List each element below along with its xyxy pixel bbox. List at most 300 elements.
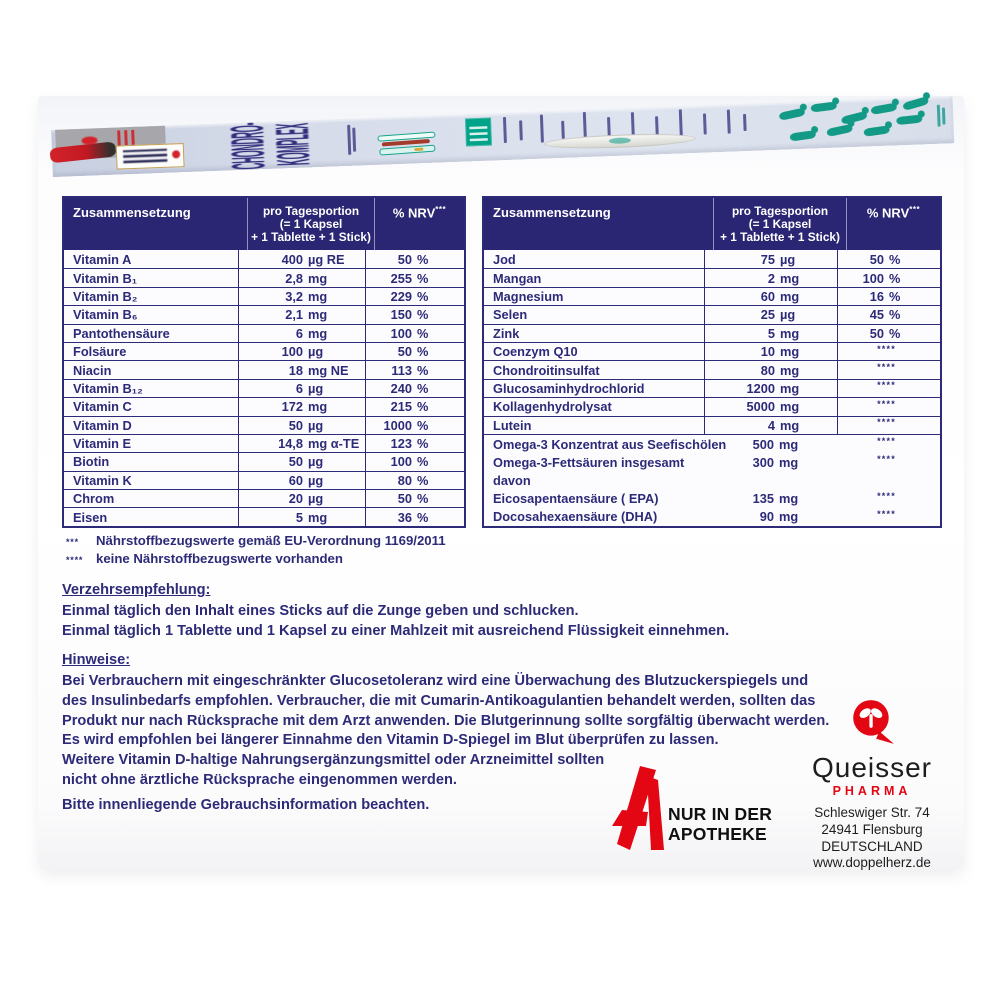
header-daily-portion: pro Tagesportion (= 1 Kapsel + 1 Tablette + 1 Stick) bbox=[247, 198, 375, 250]
amount-unit: mg bbox=[308, 307, 328, 323]
nutrient-name: Vitamin C bbox=[73, 399, 132, 415]
table-row bbox=[484, 305, 940, 323]
nrv-cell bbox=[366, 454, 464, 469]
amount-unit: mg bbox=[780, 344, 800, 360]
nrv-cell bbox=[366, 363, 464, 378]
dosage-title: Verzehrsempfehlung: bbox=[62, 582, 211, 598]
left-table-rows bbox=[64, 250, 464, 526]
address-line: Schleswiger Str. 74 bbox=[814, 805, 930, 820]
nrv-value: **** bbox=[877, 380, 896, 391]
nrv-value: 50 bbox=[397, 491, 412, 507]
amount-value: 60 bbox=[288, 472, 303, 488]
nrv-unit: % bbox=[889, 270, 901, 286]
queisser-logo-icon bbox=[849, 698, 895, 746]
footnote-text: Nährstoffbezugswerte gemäß EU-Verordnung 1169/2011 bbox=[96, 533, 446, 548]
footnote-mark: **** bbox=[66, 554, 84, 565]
dosage-lines bbox=[62, 602, 729, 642]
address-line: www.doppelherz.de bbox=[813, 855, 931, 871]
amount-unit: µg bbox=[308, 380, 324, 396]
nutrient-name: Vitamin K bbox=[73, 472, 132, 488]
amount-cell bbox=[704, 288, 838, 305]
nrv-unit: % bbox=[889, 325, 901, 341]
table-row bbox=[64, 507, 464, 525]
nrv-unit: % bbox=[417, 288, 429, 304]
amount-cell bbox=[704, 325, 838, 342]
nrv-cell bbox=[838, 252, 940, 267]
table-row bbox=[484, 397, 940, 415]
nrv-value: **** bbox=[877, 417, 896, 428]
amount-value: 2,8 bbox=[285, 270, 303, 286]
nrv-value: 215 bbox=[390, 399, 412, 415]
nrv-value: 100 bbox=[390, 454, 412, 470]
active-person-icon bbox=[810, 101, 837, 112]
amount-unit: mg bbox=[780, 270, 800, 286]
queisser-brand: Queisser bbox=[811, 752, 933, 783]
nrv-value: **** bbox=[877, 436, 896, 446]
nrv-value: 80 bbox=[397, 472, 412, 488]
nrv-cell bbox=[366, 418, 464, 433]
active-person-icon bbox=[896, 114, 923, 125]
table-row bbox=[64, 489, 464, 507]
nrv-unit: % bbox=[889, 288, 901, 304]
nrv-cell bbox=[838, 436, 940, 449]
nrv-value: 229 bbox=[390, 288, 412, 304]
amount-value: 6 bbox=[295, 325, 303, 341]
nutrient-name: Vitamin B₁₂ bbox=[73, 380, 143, 396]
amount-cell bbox=[704, 250, 838, 268]
table-row bbox=[484, 287, 940, 305]
nutrient-name: Niacin bbox=[73, 362, 112, 378]
nutrient-name: Kollagenhydrolysat bbox=[493, 399, 612, 415]
header-composition: Zusammensetzung bbox=[493, 205, 611, 220]
apotheke-text: NUR IN DER APOTHEKE bbox=[668, 804, 773, 844]
footnote-text: keine Nährstoffbezugswerte vorhanden bbox=[96, 550, 343, 566]
amount-value: 60 bbox=[760, 288, 775, 304]
nrv-value: 240 bbox=[390, 380, 412, 396]
amount-value: 80 bbox=[760, 362, 775, 378]
table-row bbox=[484, 342, 940, 360]
active-person-icon bbox=[826, 124, 853, 137]
nutrient-name: Glucosaminhydrochlorid bbox=[493, 380, 645, 396]
amount-unit: mg α-TE bbox=[308, 436, 360, 452]
amount-value: 6 bbox=[295, 380, 303, 396]
nutrient-name: Pantothensäure bbox=[73, 325, 170, 341]
amount-unit: mg bbox=[308, 325, 328, 341]
table-row bbox=[64, 416, 464, 434]
nrv-value: **** bbox=[877, 398, 896, 409]
amount-unit: mg bbox=[780, 362, 800, 378]
amount-unit: µg bbox=[308, 417, 324, 433]
apotheke-a-icon bbox=[612, 764, 664, 850]
amount-cell bbox=[704, 471, 838, 489]
nutrient-name: Vitamin B₂ bbox=[73, 288, 138, 304]
amount-value: 90 bbox=[759, 509, 774, 525]
rotated-ingredient-text bbox=[703, 113, 706, 134]
nrv-cell bbox=[838, 454, 940, 467]
nrv-unit: % bbox=[889, 251, 901, 267]
nrv-cell bbox=[366, 436, 464, 451]
nrv-value: 45 bbox=[869, 307, 884, 323]
footnote-mark: *** bbox=[66, 537, 79, 547]
amount-cell bbox=[238, 472, 366, 489]
tablet-capsule-stick-image bbox=[375, 132, 436, 154]
nrv-value: 100 bbox=[390, 325, 412, 341]
notes-line: Weitere Vitamin D-haltige Nahrungsergänzungsmittel oder Arzneimittel sollten bbox=[62, 752, 605, 769]
group-row bbox=[484, 489, 940, 507]
nrv-cell bbox=[366, 491, 464, 506]
footnote bbox=[66, 533, 446, 551]
amount-cell bbox=[704, 343, 838, 360]
footnote bbox=[66, 551, 446, 569]
nrv-value: **** bbox=[877, 343, 896, 354]
table-row bbox=[64, 452, 464, 470]
nrv-cell bbox=[366, 307, 464, 322]
nrv-unit: % bbox=[417, 436, 429, 452]
nrv-unit: % bbox=[417, 251, 429, 267]
amount-value: 50 bbox=[288, 454, 303, 470]
nrv-value: 123 bbox=[390, 436, 412, 452]
nutrient-name: Mangan bbox=[493, 270, 542, 286]
nrv-value: 50 bbox=[397, 251, 412, 267]
rotated-side-text bbox=[942, 107, 945, 124]
rotated-ingredient-text bbox=[540, 115, 544, 143]
queisser-division: PHARMA bbox=[832, 784, 912, 798]
nrv-cell bbox=[838, 271, 940, 286]
amount-cell bbox=[704, 380, 838, 397]
nrv-unit: % bbox=[417, 509, 429, 525]
nutrient-name: Chondroitinsulfat bbox=[493, 362, 600, 378]
amount-value: 2,1 bbox=[285, 307, 303, 323]
dosage-section bbox=[62, 582, 729, 642]
amount-unit: mg bbox=[308, 288, 328, 304]
nrv-value: 113 bbox=[391, 362, 412, 378]
amount-unit: mg bbox=[780, 417, 800, 433]
nrv-unit: % bbox=[417, 325, 429, 341]
amount-value: 3,2 bbox=[285, 288, 303, 304]
product-name-line1: CHONDRO- bbox=[221, 121, 275, 170]
amount-cell bbox=[238, 343, 366, 360]
amount-cell bbox=[704, 453, 838, 471]
nutrient-name: Selen bbox=[493, 307, 528, 323]
rotated-subtitle-text bbox=[352, 128, 355, 152]
nrv-value: 100 bbox=[862, 270, 884, 286]
amount-unit: mg bbox=[780, 325, 800, 341]
table-header bbox=[64, 198, 464, 250]
table-row bbox=[484, 360, 940, 378]
amount-unit: mg bbox=[308, 399, 328, 415]
amount-cell bbox=[704, 306, 838, 323]
amount-value: 18 bbox=[288, 362, 303, 378]
group-row bbox=[484, 471, 940, 489]
omega-3-group bbox=[484, 434, 940, 526]
amount-value: 20 bbox=[288, 491, 303, 507]
amount-unit: mg NE bbox=[308, 362, 349, 378]
amount-cell bbox=[238, 306, 366, 323]
nrv-unit: % bbox=[417, 472, 429, 488]
rotated-ingredient-text bbox=[679, 109, 683, 136]
rotated-ingredient-text bbox=[503, 117, 507, 143]
amount-value: 300 bbox=[752, 454, 774, 470]
amount-value: 172 bbox=[281, 399, 303, 415]
dosage-line: Einmal täglich 1 Tablette und 1 Kapsel zu einer Mahlzeit mit ausreichend Flüssigkeit einnehmen. bbox=[62, 622, 730, 639]
amount-cell bbox=[704, 435, 838, 453]
nrv-unit: % bbox=[889, 307, 901, 323]
nrv-cell bbox=[838, 343, 940, 357]
notes-line: des Insulinbedarfs empfohlen. Verbraucher, die mit Cumarin-Antikoagulantien behandelt werden, sollten das bbox=[62, 692, 816, 709]
amount-cell bbox=[238, 508, 366, 525]
active-person-icon bbox=[870, 103, 897, 115]
amount-value: 75 bbox=[760, 251, 775, 267]
amount-unit: µg bbox=[780, 251, 796, 267]
amount-unit: mg bbox=[779, 436, 799, 452]
amount-cell bbox=[704, 398, 838, 415]
amount-unit: mg bbox=[308, 270, 328, 286]
amount-value: 25 bbox=[760, 307, 775, 323]
nrv-value: **** bbox=[877, 362, 896, 373]
product-name-line2: KOMPLEX bbox=[267, 122, 321, 166]
queisser-address bbox=[783, 805, 961, 872]
notes-title: Hinweise: bbox=[62, 652, 131, 668]
amount-unit: mg bbox=[779, 454, 799, 470]
table-row bbox=[64, 342, 464, 360]
nutrient-name: Magnesium bbox=[493, 288, 564, 304]
nutrient-name: Eicosapentaensäure ( EPA) bbox=[493, 491, 659, 507]
nrv-unit: % bbox=[417, 307, 429, 323]
nutrient-name: Zink bbox=[493, 325, 520, 341]
nrv-value: 36 bbox=[397, 509, 412, 525]
amount-cell bbox=[238, 361, 366, 378]
table-row bbox=[64, 397, 464, 415]
table-row bbox=[64, 305, 464, 323]
amount-cell bbox=[238, 435, 366, 452]
table-row bbox=[64, 471, 464, 489]
amount-value: 5 bbox=[295, 509, 303, 525]
nrv-unit: % bbox=[417, 491, 429, 507]
nrv-cell bbox=[366, 510, 464, 525]
nutrient-name: Vitamin B₁ bbox=[73, 270, 138, 286]
amount-value: 10 bbox=[760, 344, 775, 360]
amount-unit: µg bbox=[308, 344, 324, 360]
nutrition-table-right bbox=[482, 196, 942, 528]
address-line: 24941 Flensburg bbox=[821, 821, 923, 837]
nutrient-name: Chrom bbox=[73, 491, 115, 507]
rotated-subtitle-text bbox=[347, 125, 351, 155]
nutrient-name: Jod bbox=[493, 251, 516, 267]
nrv-value: 150 bbox=[390, 307, 412, 323]
nrv-value: 50 bbox=[869, 325, 884, 341]
brand-wordmark-label bbox=[116, 143, 185, 170]
amount-value: 500 bbox=[752, 436, 774, 452]
table-row bbox=[64, 434, 464, 452]
rotated-ingredient-text bbox=[561, 121, 564, 139]
nrv-cell bbox=[838, 398, 940, 412]
nrv-unit: % bbox=[417, 454, 429, 470]
nrv-value: 255 bbox=[390, 270, 412, 286]
amount-cell bbox=[704, 417, 838, 434]
nrv-unit: % bbox=[417, 344, 429, 360]
nutrient-name: Vitamin A bbox=[73, 251, 132, 267]
nrv-cell bbox=[366, 344, 464, 359]
notes-line: Produkt nur nach Rücksprache mit dem Arzt anwenden. Die Blutgerinnung sollte sorgfältig überwacht werden. bbox=[62, 712, 830, 729]
nrv-value: 50 bbox=[397, 344, 412, 360]
amount-value: 135 bbox=[752, 491, 774, 507]
nrv-cell bbox=[838, 362, 940, 375]
nrv-unit: % bbox=[417, 362, 429, 378]
nrv-unit: % bbox=[417, 399, 429, 415]
amount-cell bbox=[238, 417, 366, 434]
amount-value: 1200 bbox=[746, 380, 775, 396]
active-person-icon bbox=[778, 108, 805, 121]
amount-cell bbox=[238, 398, 366, 415]
table-row bbox=[64, 324, 464, 342]
table-row bbox=[484, 416, 940, 434]
amount-unit: mg bbox=[780, 288, 800, 304]
header-daily-portion: pro Tagesportion (= 1 Kapsel + 1 Tablette + 1 Stick) bbox=[713, 198, 847, 250]
nrv-unit: % bbox=[417, 417, 429, 433]
amount-value: 400 bbox=[281, 251, 303, 267]
nrv-cell bbox=[838, 289, 940, 304]
amount-cell bbox=[238, 490, 366, 507]
notes-line: Es wird empfohlen bei längerer Einnahme den Vitamin D-Spiegel im Blut überprüfen zu lassen. bbox=[62, 732, 719, 749]
rotated-ingredient-text bbox=[743, 114, 746, 131]
notes-line: Bei Verbrauchern mit eingeschränkter Glucosetoleranz wird eine Überwachung des Blutzuckerspiegels und bbox=[62, 673, 809, 689]
nrv-cell bbox=[366, 473, 464, 488]
amount-cell bbox=[704, 508, 838, 526]
apotheke-logo-block bbox=[612, 764, 772, 850]
capsule-image bbox=[544, 132, 696, 151]
header-composition: Zusammensetzung bbox=[73, 205, 191, 220]
active-person-icon bbox=[863, 125, 890, 137]
group-row bbox=[484, 453, 940, 471]
rotated-ingredient-text bbox=[655, 116, 658, 135]
nutrient-name: Coenzym Q10 bbox=[493, 344, 578, 360]
table-row bbox=[64, 360, 464, 378]
nrv-value: 50 bbox=[869, 251, 884, 267]
amount-value: 2 bbox=[767, 270, 775, 286]
amount-unit: mg bbox=[780, 380, 800, 396]
dosage-line: Einmal täglich den Inhalt eines Sticks auf die Zunge geben und schlucken. bbox=[62, 603, 579, 619]
teal-seal-badge bbox=[465, 118, 492, 147]
table-row bbox=[484, 250, 940, 268]
amount-value: 50 bbox=[288, 417, 303, 433]
nrv-cell bbox=[838, 490, 940, 504]
amount-unit: mg bbox=[308, 509, 328, 525]
amount-unit: mg bbox=[780, 399, 800, 415]
amount-unit: µg bbox=[780, 307, 796, 323]
table-row bbox=[64, 268, 464, 286]
nrv-cell bbox=[366, 326, 464, 341]
table-header bbox=[484, 198, 940, 250]
nrv-cell bbox=[838, 508, 940, 522]
nutrient-name: Folsäure bbox=[73, 344, 127, 360]
nrv-cell bbox=[838, 326, 940, 341]
nutrient-name: Omega-3 Konzentrat aus Seefischölen bbox=[493, 436, 727, 452]
table-footnotes bbox=[66, 533, 446, 568]
table-row bbox=[64, 287, 464, 305]
rotated-ingredient-text bbox=[727, 110, 730, 134]
amount-cell bbox=[238, 288, 366, 305]
product-box-back bbox=[38, 96, 964, 870]
amount-value: 14,8 bbox=[278, 436, 303, 452]
rotated-ingredient-text bbox=[519, 120, 522, 140]
nrv-unit: % bbox=[417, 380, 429, 396]
nrv-value: **** bbox=[877, 490, 896, 501]
wordmark-print bbox=[123, 149, 167, 164]
nutrient-name: Vitamin B₆ bbox=[73, 307, 138, 323]
amount-value: 5 bbox=[767, 325, 775, 341]
amount-unit: mg bbox=[779, 491, 799, 507]
amount-cell bbox=[704, 361, 838, 378]
nrv-cell bbox=[366, 271, 464, 286]
nrv-cell bbox=[366, 381, 464, 396]
table-row bbox=[484, 324, 940, 342]
amount-cell bbox=[238, 380, 366, 397]
nutrient-name: Eisen bbox=[73, 509, 108, 525]
amount-unit: µg RE bbox=[308, 251, 345, 267]
nrv-value: 16 bbox=[869, 288, 884, 304]
amount-value: 4 bbox=[767, 417, 775, 433]
queisser-block bbox=[783, 698, 961, 872]
address-line: DEUTSCHLAND bbox=[821, 838, 923, 854]
amount-value: 5000 bbox=[746, 399, 775, 415]
amount-unit: µg bbox=[308, 472, 324, 488]
nrv-value: **** bbox=[877, 454, 896, 465]
nutrient-name: Vitamin D bbox=[73, 417, 132, 433]
notes-line: nicht ohne ärztliche Rücksprache eingenommen werden. bbox=[62, 771, 457, 788]
nrv-unit: % bbox=[417, 270, 429, 286]
amount-cell bbox=[238, 250, 366, 268]
rotated-side-text bbox=[937, 105, 940, 127]
nrv-cell bbox=[838, 307, 940, 322]
nutrient-name: Docosahexaensäure (DHA) bbox=[493, 509, 658, 525]
nutrient-name: Lutein bbox=[493, 417, 532, 433]
group-row bbox=[484, 435, 940, 453]
nutrient-name: davon bbox=[493, 472, 531, 488]
nrv-cell bbox=[366, 252, 464, 267]
amount-cell bbox=[704, 489, 838, 507]
active-person-icon bbox=[789, 130, 816, 142]
nrv-cell bbox=[366, 289, 464, 304]
box-top-flap bbox=[51, 96, 954, 177]
nrv-value: **** bbox=[877, 508, 896, 519]
header-nrv: % NRV*** bbox=[392, 205, 447, 221]
amount-cell bbox=[238, 453, 366, 470]
footnote-list bbox=[66, 533, 446, 568]
amount-unit: mg bbox=[779, 509, 799, 525]
amount-unit: µg bbox=[308, 491, 324, 507]
right-table-rows bbox=[484, 250, 940, 434]
active-person-icon bbox=[902, 96, 929, 111]
nutrient-name: Omega-3-Fettsäuren insgesamt bbox=[493, 454, 685, 470]
nrv-cell bbox=[366, 399, 464, 414]
table-row bbox=[484, 379, 940, 397]
leaflet-note: Bitte innenliegende Gebrauchsinformation beachten. bbox=[62, 797, 430, 813]
table-row bbox=[64, 250, 464, 268]
nutrition-table-left bbox=[62, 196, 466, 528]
table-row bbox=[64, 379, 464, 397]
header-nrv: % NRV*** bbox=[866, 205, 921, 221]
nrv-cell bbox=[838, 417, 940, 430]
table-row bbox=[484, 268, 940, 286]
nutrient-name: Biotin bbox=[73, 454, 110, 470]
wordmark-red-dot bbox=[172, 150, 180, 158]
amount-cell bbox=[238, 269, 366, 286]
nutrient-name: Vitamin E bbox=[73, 436, 132, 452]
group-row bbox=[484, 508, 940, 526]
nrv-value: 1000 bbox=[383, 417, 412, 433]
nrv-cell bbox=[838, 380, 940, 393]
amount-unit: µg bbox=[308, 454, 324, 470]
